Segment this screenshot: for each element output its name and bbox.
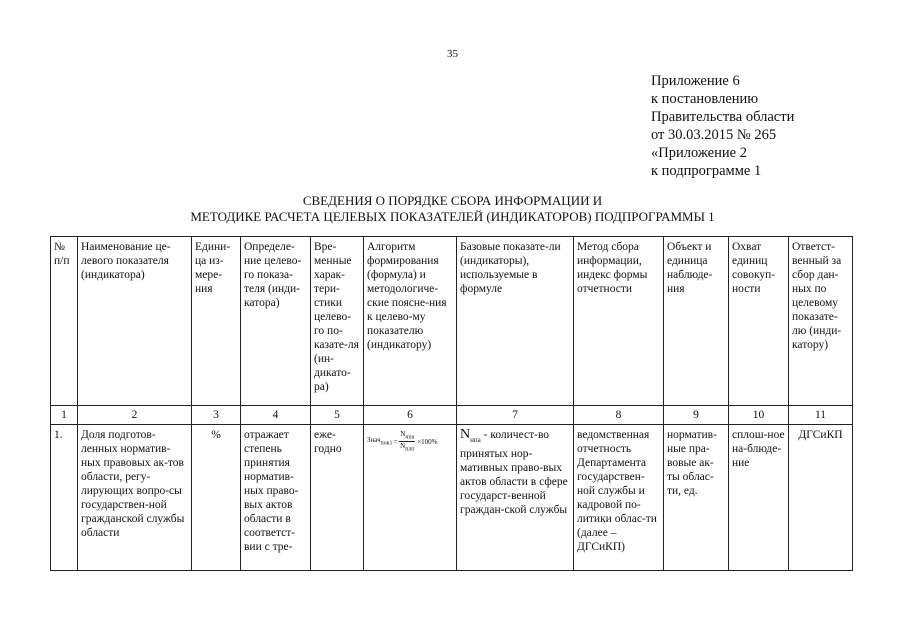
column-number: 11 — [789, 406, 853, 425]
header-cell: Базовые показате-ли (индикаторы), используемые в формуле — [457, 237, 574, 406]
base-text: - количест-во принятых нор-мативных право-вых актов области в сфере государст-венной граждан-ской службы — [460, 429, 568, 516]
column-number: 4 — [241, 406, 311, 425]
header-cell: Ответст-венный за сбор дан-ных по целевому показате-лю (инди-катору) — [789, 237, 853, 406]
row-number: 1. — [51, 425, 78, 571]
header-cell: Наименование це-левого показателя (индикатора) — [78, 237, 192, 406]
document-title — [0, 193, 905, 225]
period-cell: еже-годно — [311, 425, 364, 571]
header-cell: Вре-менные харак-тери-стики целево-го по-казате-ля (ин-дикато-ра) — [311, 237, 364, 406]
page-number: 35 — [447, 48, 458, 60]
appendix-line: Приложение 6 — [651, 73, 740, 89]
formula-numerator: $N_{нпа}$ — [400, 430, 415, 441]
indicators-table — [50, 236, 853, 571]
column-number: 7 — [457, 406, 574, 425]
method-cell: ведомственная отчетность Департамента государствен-ной службы и кадровой по-литики облас-ти (далее – ДГСиКП) — [574, 425, 664, 571]
column-number: 2 — [78, 406, 192, 425]
column-number-row — [51, 406, 853, 425]
definition-cell: отражает степень принятия норматив-ных право-вых актов области в соответст-вии с тре- — [241, 425, 311, 571]
header-cell: Едини-ца из-мере-ния — [192, 237, 241, 406]
appendix-line: к подпрограмме 1 — [651, 163, 762, 179]
appendix-block — [651, 72, 794, 180]
column-number: 1 — [51, 406, 78, 425]
formula-denominator: $N_{плп}$ — [400, 442, 415, 453]
appendix-line: Правительства области — [651, 109, 795, 125]
header-cell: Метод сбора информации, индекс формы отчетности — [574, 237, 664, 406]
indicator-name: Доля подготов-ленных норматив-ных правовых ак-тов области, регу-лирующих вопро-сы государствен-ной гражданской службы области — [78, 425, 192, 571]
base-symbol: $N_{нпа}$ — [460, 427, 481, 444]
formula-lhs-sub: пок1 — [380, 440, 393, 447]
title-line-1: СВЕДЕНИЯ О ПОРЯДКЕ СБОРА ИНФОРМАЦИИ И — [302, 193, 603, 208]
formula — [367, 428, 453, 454]
responsible-cell: ДГСиКП — [789, 425, 853, 571]
table-header-row — [51, 237, 853, 406]
appendix-line: «Приложение 2 — [651, 145, 747, 161]
header-cell: Объект и единица наблюде-ния — [664, 237, 729, 406]
column-number: 10 — [729, 406, 789, 425]
base-indicator-cell — [457, 425, 574, 571]
appendix-line: к постановлению — [651, 91, 759, 107]
column-number: 5 — [311, 406, 364, 425]
formula-lhs: Знач$_{пок1}$ — [367, 436, 393, 447]
table-row — [51, 425, 853, 571]
column-number: 8 — [574, 406, 664, 425]
header-cell: Алгоритм формирования (формула) и методологиче-ские поясне-ния к целево-му показателю (индикатору) — [364, 237, 457, 406]
object-cell: норматив-ные пра-вовые ак-ты облас-ти, ед. — [664, 425, 729, 571]
formula-tail: ×100% — [417, 437, 438, 446]
header-cell: № п/п — [51, 237, 78, 406]
unit-cell: % — [192, 425, 241, 571]
coverage-cell: сплош-ное на-блюде-ние — [729, 425, 789, 571]
header-cell: Определе-ние целево-го показа-теля (инди-катора) — [241, 237, 311, 406]
base-symbol-sub: нпа — [470, 435, 481, 444]
header-cell: Охват единиц совокуп-ности — [729, 237, 789, 406]
formula-fraction — [399, 430, 415, 454]
formula-cell — [364, 425, 457, 571]
column-number: 6 — [364, 406, 457, 425]
column-number: 3 — [192, 406, 241, 425]
column-number: 9 — [664, 406, 729, 425]
formula-eq: = — [393, 437, 398, 446]
title-line-2: МЕТОДИКЕ РАСЧЕТА ЦЕЛЕВЫХ ПОКАЗАТЕЛЕЙ (ИНДИКАТОРОВ) ПОДПРОГРАММЫ 1 — [190, 209, 715, 224]
appendix-line: от 30.03.2015 № 265 — [651, 127, 777, 143]
